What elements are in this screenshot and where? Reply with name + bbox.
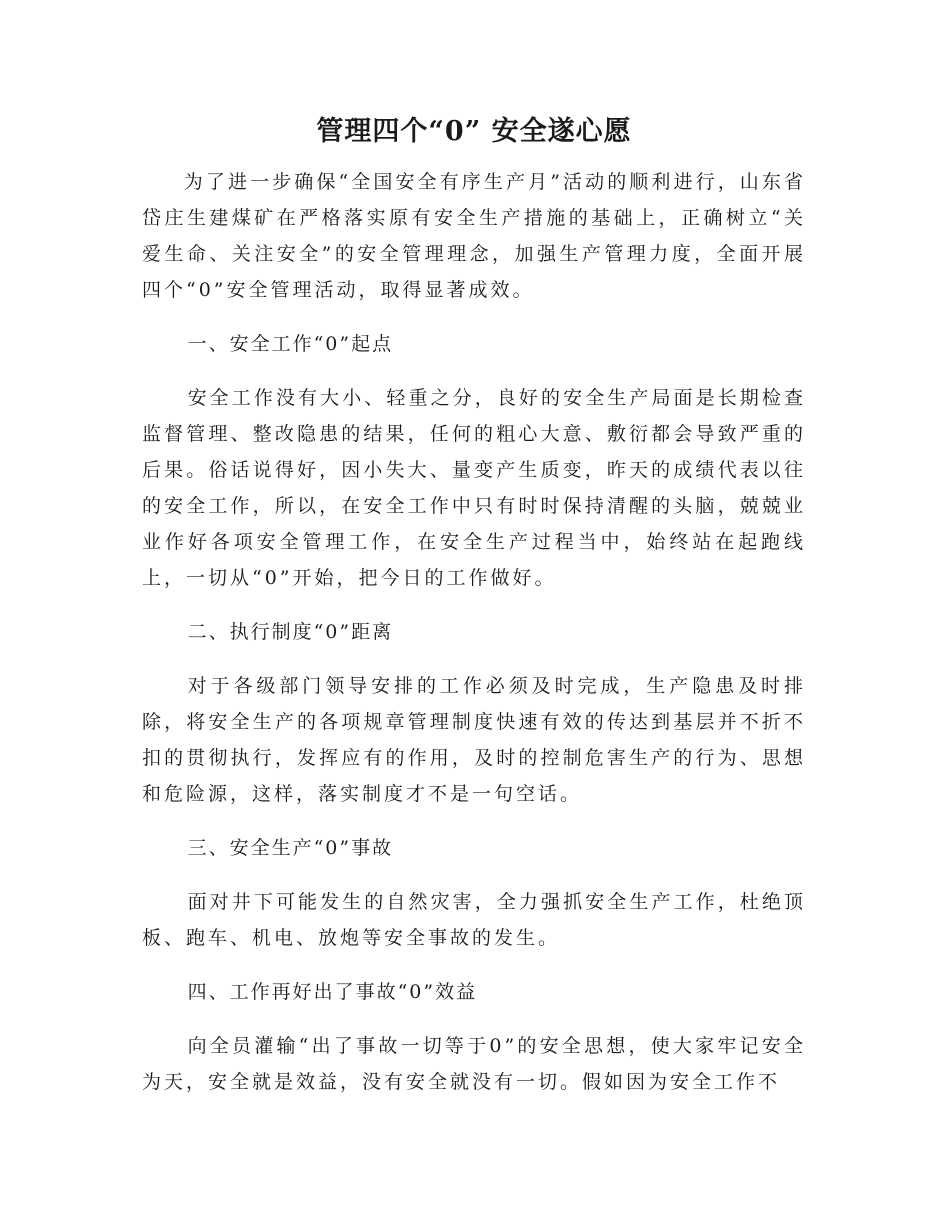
section-body-3: 面对井下可能发生的自然灾害，全力强抓安全生产工作，杜绝顶板、跑车、机电、放炮等安全事故的发生。 <box>142 891 806 949</box>
document-title: 管理四个“0” 安全遂心愿 <box>316 116 632 147</box>
section-body-1: 安全工作没有大小、轻重之分，良好的安全生产局面是长期检查监督管理、整改隐患的结果，任何的粗心大意、敷衍都会导致严重的后果。俗话说得好，因小失大、量变产生质变，昨天的成绩代表以往的安全工作，所以，在安全工作中只有时时保持清醒的头脑，兢兢业业作好各项安全管理工作，在安全生产过程当中，始终站在起跑线上，一切从“0”开始，把今日的工作做好。 <box>142 387 806 589</box>
section-body-2: 对于各级部门领导安排的工作必须及时完成，生产隐患及时排除，将安全生产的各项规章管理制度快速有效的传达到基层并不折不扣的贯彻执行，发挥应有的作用，及时的控制危害生产的行为、思想和危险源，这样，落实制度才不是一句空话。 <box>142 675 806 805</box>
section-heading-2: 二、执行制度“0”距离 <box>187 621 394 643</box>
section-heading-4: 四、工作再好出了事故“0”效益 <box>187 981 478 1003</box>
intro-paragraph: 为了进一步确保“全国安全有序生产月”活动的顺利进行，山东省岱庄生建煤矿在严格落实原有安全生产措施的基础上，正确树立“关爱生命、关注安全”的安全管理理念，加强生产管理力度，全面开展四个“0”安全管理活动，取得显著成效。 <box>142 171 806 301</box>
section-heading-3: 三、安全生产“0”事故 <box>187 837 394 859</box>
section-heading-1: 一、安全工作“0”起点 <box>187 333 394 355</box>
section-body-4: 向全员灌输“出了事故一切等于0”的安全思想，使大家牢记安全为天，安全就是效益，没有安全就没有一切。假如因为安全工作不 <box>142 1035 806 1093</box>
document-page <box>142 108 806 1118</box>
